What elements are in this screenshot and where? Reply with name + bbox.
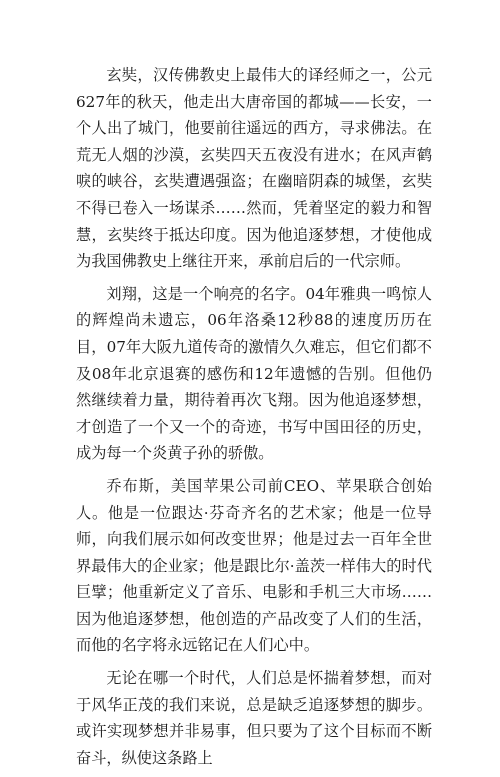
paragraph-xuanzang: 玄奘，汉传佛教史上最伟大的译经师之一，公元627年的秋天，他走出大唐帝国的都城——长安，一个人出了城门，他要前往遥远的西方，寻求佛法。在荒无人烟的沙漠，玄奘四天五夜没有进水；在风声鹤唳的峡谷，玄奘遭遇强盗；在幽暗阴森的城堡，玄奘不得已卷入一场谋杀……然而，凭着坚定的毅力和智慧，玄奘终于抵达印度。因为他追逐梦想，才使他成为我国佛教史上继往开来，承前启后的一代宗师。 <box>76 66 432 271</box>
essay-body <box>76 62 432 777</box>
paragraph-conclusion: 无论在哪一个时代，人们总是怀揣着梦想，而对于风华正茂的我们来说，总是缺乏追逐梦想的脚步。或许实现梦想并非易事，但只要为了这个目标而不断奋斗，纵使这条路上 <box>76 669 432 767</box>
paragraph-jobs: 乔布斯，美国苹果公司前CEO、苹果联合创始人。他是一位跟达·芬奇齐名的艺术家；他是一位导师，向我们展示如何改变世界；他是过去一百年全世界最伟大的企业家；他是跟比尔·盖茨一样伟大的时代巨擘；他重新定义了音乐、电影和手机三大市场……因为他追逐梦想，他创造的产品改变了人们的生活，而他的名字将永远铭记在人们心中。 <box>76 476 432 655</box>
paragraph-liuxiang: 刘翔，这是一个响亮的名字。04年雅典一鸣惊人的辉煌尚未遗忘，06年洛桑12秒88的速度历历在目，07年大阪九道传奇的激情久久难忘，但它们都不及08年北京退赛的感伤和12年遗憾的告别。但他仍然继续着力量，期待着再次飞翔。因为他追逐梦想，才创造了一个又一个的奇迹，书写中国田径的历史，成为每一个炎黄子孙的骄傲。 <box>76 284 432 463</box>
